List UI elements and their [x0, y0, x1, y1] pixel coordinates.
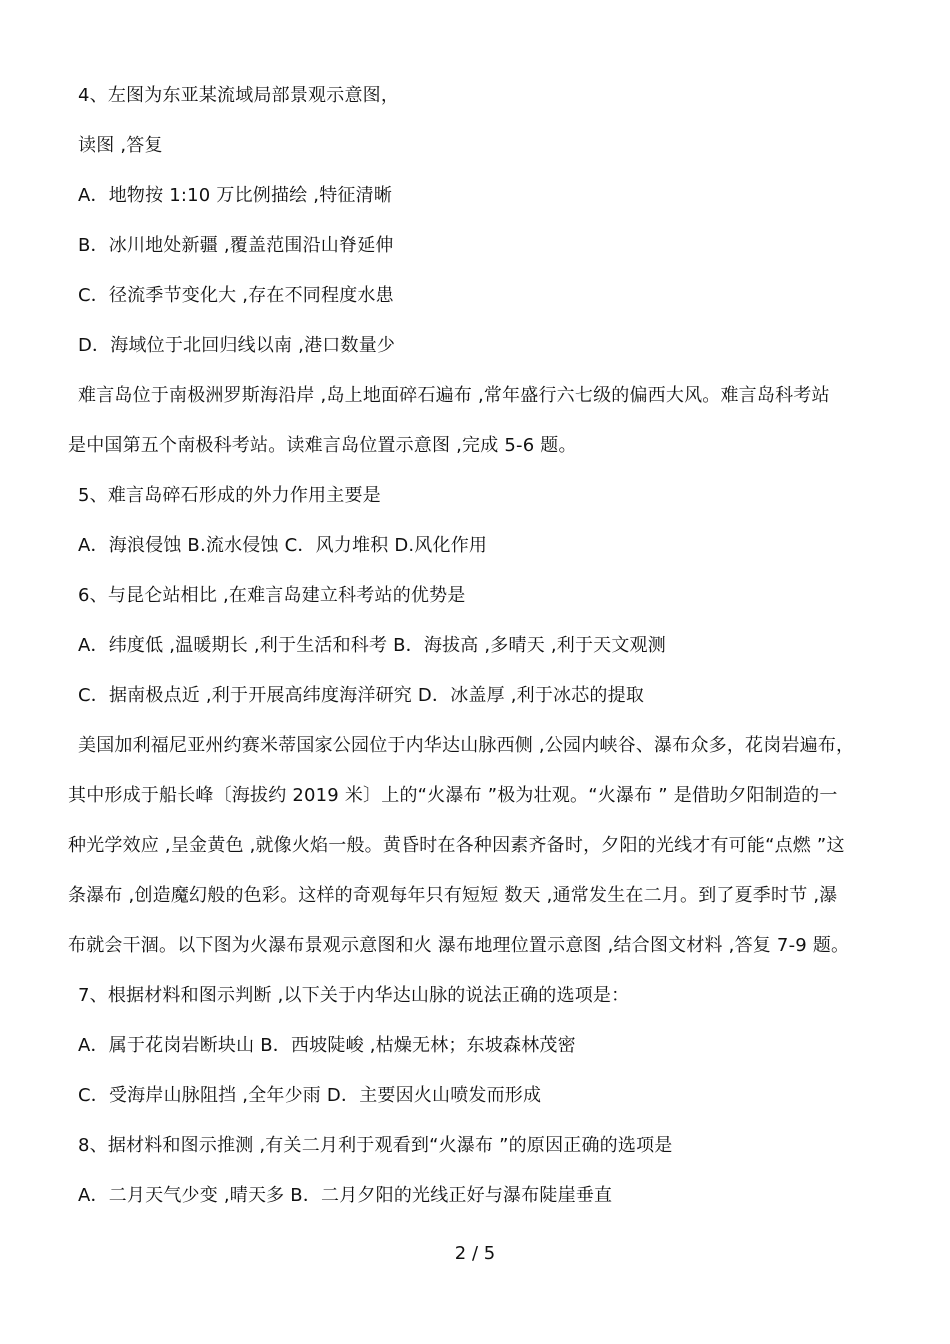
passage-yosemite-line-2: 其中形成于船长峰〔海拔约 2019 米〕上的“火瀑布 ”极为壮观。“火瀑布 ” 是借助夕阳制造的一 — [68, 785, 838, 806]
passage-yosemite-line-4: 条瀑布 ,创造魔幻般的色彩。这样的奇观每年只有短短 数天 ,通常发生在二月。到了夏季时节 ,瀑 — [68, 885, 838, 906]
passage-nanyan-line-2: 是中国第五个南极科考站。读难言岛位置示意图 ,完成 5-6 题。 — [68, 435, 577, 456]
question-7-stem: 7、根据材料和图示判断 ,以下关于内华达山脉的说法正确的选项是： — [78, 985, 630, 1006]
passage-yosemite-line-5: 布就会干涸。以下图为火瀑布景观示意图和火 瀑布地理位置示意图 ,结合图文材料 ,答复 7-9 题。 — [68, 935, 850, 956]
question-4-option-d: D．海域位于北回归线以南 ,港口数量少 — [78, 335, 396, 356]
question-8-options-ab: A．二月天气少变 ,晴天多 B．二月夕阳的光线正好与瀑布陡崖垂直 — [78, 1185, 613, 1206]
question-5-stem: 5、难言岛碎石形成的外力作用主要是 — [78, 485, 381, 506]
passage-yosemite-line-1: 美国加利福尼亚州约赛米蒂国家公园位于内华达山脉西侧 ,公园内峡谷、瀑布众多，花岗岩遍布， — [78, 735, 855, 756]
question-7-options-ab: A．属于花岗岩断块山 B．西坡陡峻 ,枯燥无林；东坡森林茂密 — [78, 1035, 576, 1056]
question-5-options: A．海浪侵蚀 B.流水侵蚀 C．风力堆积 D.风化作用 — [78, 535, 488, 556]
question-4-option-c: C．径流季节变化大 ,存在不同程度水患 — [78, 285, 394, 306]
page-number: 2 / 5 — [454, 1243, 496, 1264]
question-4-instruction: 读图 ,答复 — [78, 135, 163, 156]
question-4-stem: 4、左图为东亚某流域局部景观示意图， — [78, 85, 400, 106]
question-6-options-ab: A．纬度低 ,温暖期长 ,利于生活和科考 B．海拔高 ,多晴天 ,利于天文观测 — [78, 635, 666, 656]
question-6-stem: 6、与昆仑站相比 ,在难言岛建立科考站的优势是 — [78, 585, 466, 606]
question-6-options-cd: C．据南极点近 ,利于开展高纬度海洋研究 D．冰盖厚 ,利于冰芯的提取 — [78, 685, 645, 706]
passage-yosemite-line-3: 种光学效应 ,呈金黄色 ,就像火焰一般。黄昏时在各种因素齐备时，夕阳的光线才有可能“点燃 ”这 — [68, 835, 845, 856]
question-4-option-b: B．冰川地处新疆 ,覆盖范围沿山脊延伸 — [78, 235, 394, 256]
question-4-option-a: A．地物按 1:10 万比例描绘 ,特征清晰 — [78, 185, 393, 206]
question-8-stem: 8、据材料和图示推测 ,有关二月利于观看到“火瀑布 ”的原因正确的选项是 — [78, 1135, 673, 1156]
passage-nanyan-line-1: 难言岛位于南极洲罗斯海沿岸 ,岛上地面碎石遍布 ,常年盛行六七级的偏西大风。难言岛科考站 — [78, 385, 830, 406]
question-7-options-cd: C．受海岸山脉阻挡 ,全年少雨 D．主要因火山喷发而形成 — [78, 1085, 542, 1106]
